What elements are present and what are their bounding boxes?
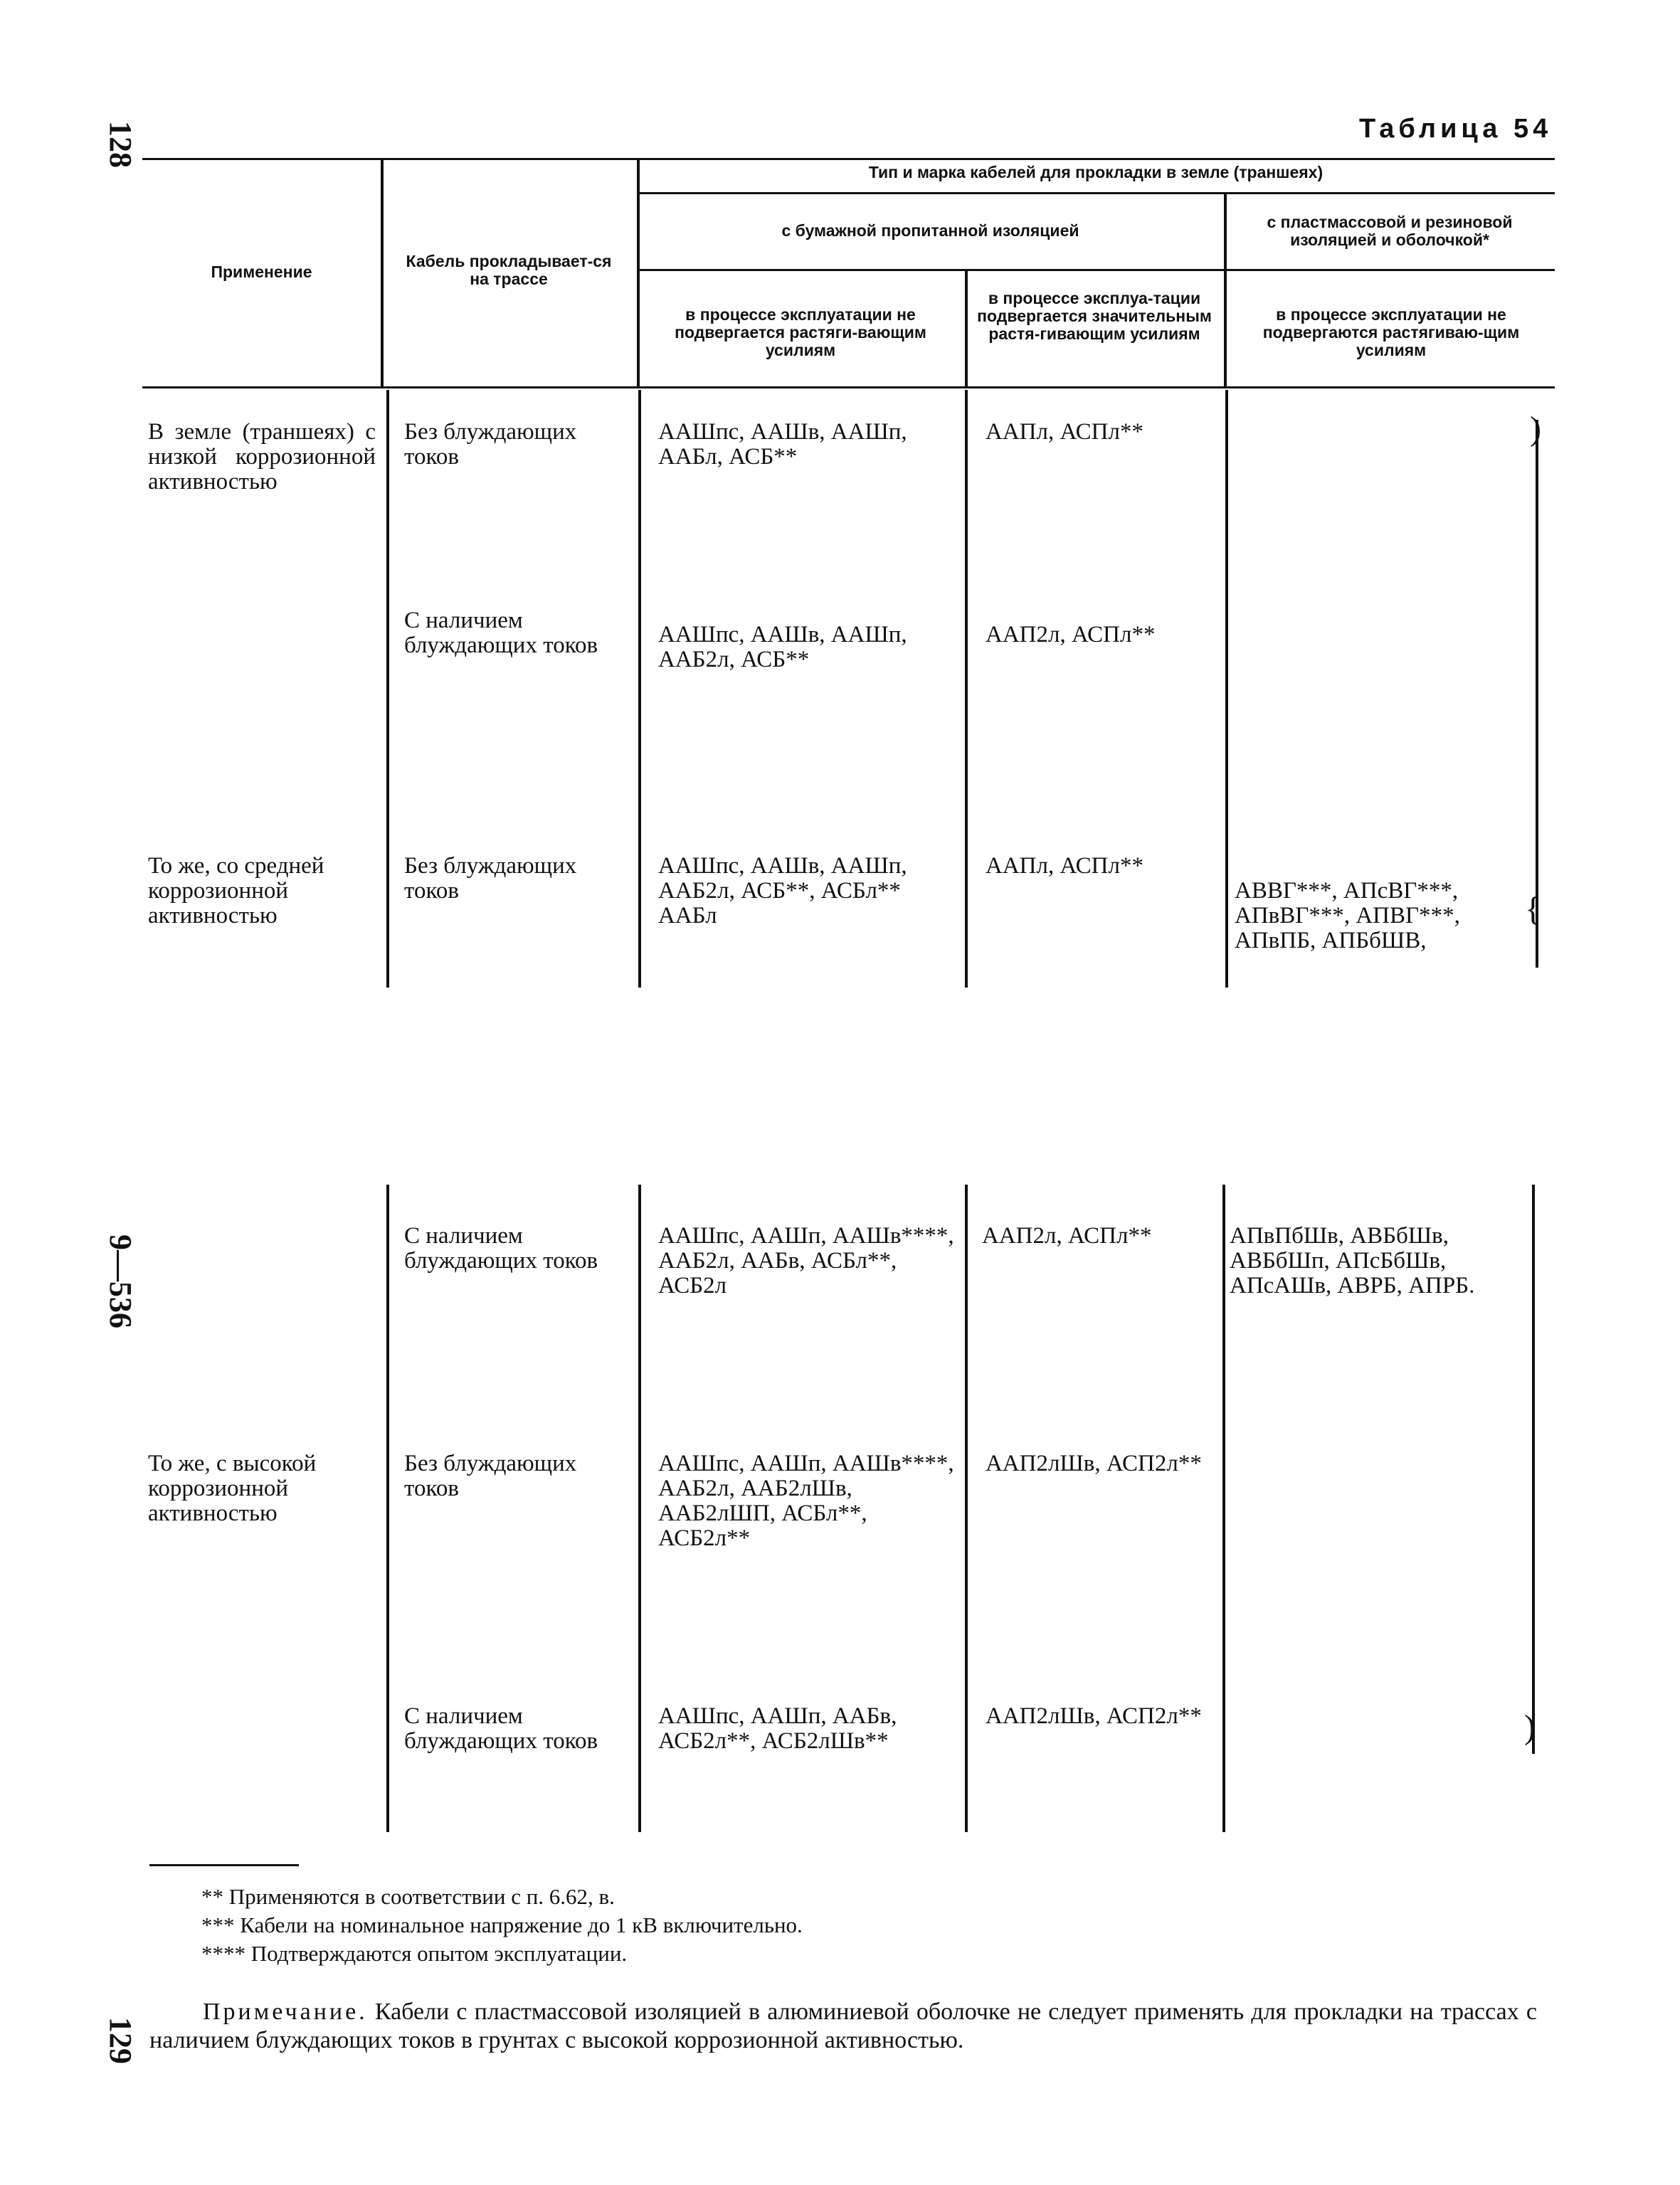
row3-paper-tension: ААПл, АСПл** [986,853,1143,879]
row3-application: То же, со средней коррозионной активностью [148,853,324,929]
row5-application: То же, с высокой коррозионной активностью [148,1451,317,1526]
body-vline-1a [386,390,389,988]
brace-bottom: ) [1524,1708,1536,1746]
body-vline-3b [965,1185,968,1832]
row3-paper-no-tension: ААШпс, ААШв, ААШп, ААБ2л, АСБ**, АСБл** ААБл [658,853,907,929]
row6-paper-tension: ААП2лШв, АСП2л** [986,1703,1202,1729]
brace-top: ) [1530,410,1541,448]
header-group-main: Тип и марка кабелей для прокладки в земле (траншеях) [868,163,1324,181]
body-vline-4b [1222,1185,1225,1832]
body-vline-2a [638,390,641,988]
header-sub-paper-1: в процессе эксплуатации не подвергается растяги-вающим усилиям [675,305,926,359]
note [149,1998,1537,2055]
header-vline-4 [1224,194,1227,388]
row6-route: С наличием блуждающих токов [404,1703,598,1754]
brace-middle: { [1525,890,1542,928]
plastic-part2: АПвПбШв, АВБбШв, АВБбШп, АПсБбШв, АПсАШв, АВРБ, АПРБ. [1230,1223,1475,1298]
page-number-right: 129 [103,2017,138,2064]
note-text: Кабели с пластмассовой изоляцией в алюминиевой оболочке не следует применять для прокладки на трассах с наличием блуждающих токов в грунтах с высокой коррозионной активностью. [149,1999,1537,2053]
header-vline-2 [637,160,640,388]
row1-paper-no-tension: ААШпс, ААШв, ААШп, ААБл, АСБ** [658,419,907,470]
header-top-rule [142,158,1555,160]
body-vline-1b [386,1185,389,1832]
row1-route: Без блуждающих токов [404,419,577,470]
header-route: Кабель прокладывает-ся на трассе [406,252,612,288]
row5-route: Без блуждающих токов [404,1451,577,1501]
row4-route: С наличием блуждающих токов [404,1223,598,1274]
footnote-3: **** Подтверждаются опытом эксплуатации. [201,1941,628,1966]
footnote-2: *** Кабели на номинальное напряжение до 1 кВ включительно. [201,1912,803,1937]
table-title: Таблица 54 [1359,114,1553,144]
row4-paper-no-tension: ААШпс, ААШп, ААШв****, ААБ2л, ААБв, АСБл**, АСБ2л [658,1223,954,1298]
row3-route: Без блуждающих токов [404,853,577,904]
body-vline-5b [1532,1185,1535,1754]
header-group-paper: с бумажной пропитанной изоляцией [781,221,1079,240]
note-label: Примечание. [203,1999,368,2025]
header-sub-paper-2: в процессе эксплуа-тации подвергается значительным растя-гивающим усилиям [977,289,1212,343]
header-rule-3 [638,269,1555,271]
page-number-left: 128 [103,121,138,168]
row1-paper-tension: ААПл, АСПл** [986,419,1143,445]
header-group-plastic: с пластмассовой и резиновой изоляцией и оболочкой* [1267,213,1513,249]
header-vline-3 [965,270,968,388]
header-application: Применение [211,263,312,281]
footnote-rule [149,1864,299,1866]
header-sub-plastic: в процессе эксплуатации не подвергаются растягиваю-щим усилиям [1262,305,1520,359]
header-bottom-rule [142,386,1555,388]
footnote-1: ** Применяются в соответствии с п. 6.62, в. [201,1884,615,1909]
book-code: 9—536 [103,1234,138,1328]
row5-paper-tension: ААП2лШв, АСП2л** [986,1451,1202,1476]
body-vline-2b [638,1185,641,1832]
body-vline-3a [965,390,968,988]
row4-paper-tension: ААП2л, АСПл** [982,1223,1152,1249]
body-vline-4a [1225,390,1228,988]
body-vline-5a [1536,420,1538,968]
header-vline-1 [381,160,384,388]
row6-paper-no-tension: ААШпс, ААШп, ААБв, АСБ2л**, АСБ2лШв** [658,1703,897,1754]
row2-paper-no-tension: ААШпс, ААШв, ААШп, ААБ2л, АСБ** [658,622,907,672]
plastic-part1: АВВГ***, АПсВГ***, АПвВГ***, АПВГ***, АПвПБ, АПБбШВ, [1235,878,1460,953]
header-rule-2 [638,192,1555,194]
row2-route: С наличием блуждающих токов [404,608,598,658]
row5-paper-no-tension: ААШпс, ААШп, ААШв****, ААБ2л, ААБ2лШв, ААБ2лШП, АСБл**, АСБ2л** [658,1451,954,1551]
row2-paper-tension: ААП2л, АСПл** [986,622,1156,647]
row1-application: В земле (траншеях) с низкой коррозионной активностью [148,419,376,494]
